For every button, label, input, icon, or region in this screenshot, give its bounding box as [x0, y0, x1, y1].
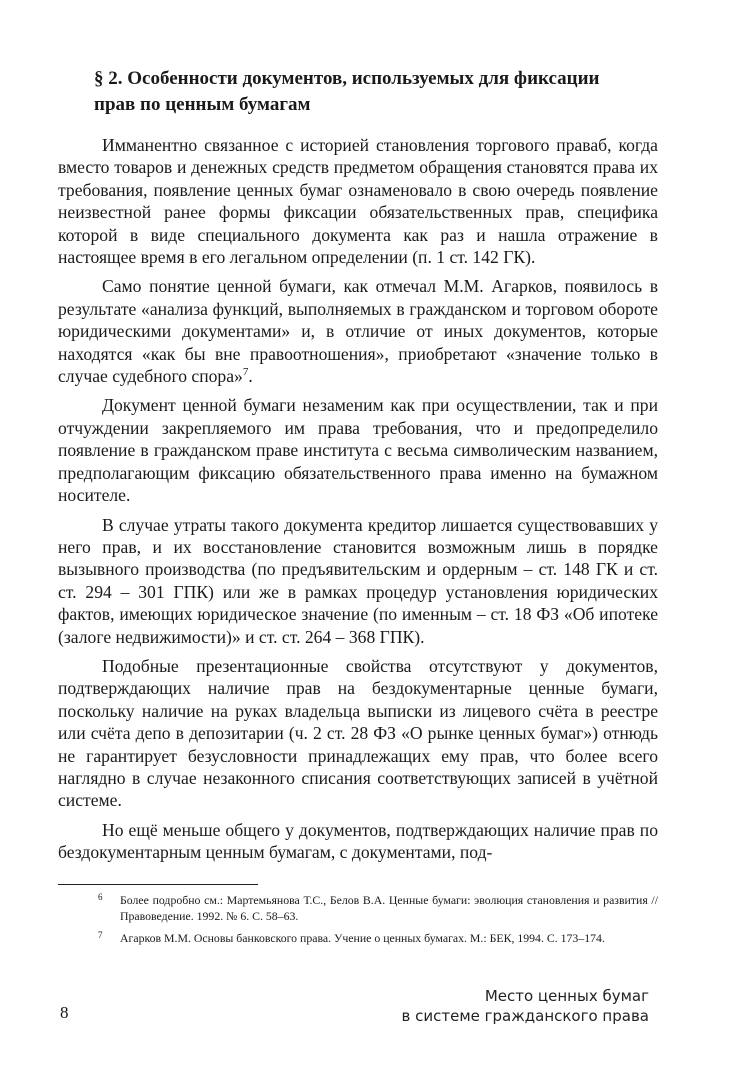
section-heading-line-1: § 2. Особенности документов, используемых для фиксации — [94, 68, 600, 89]
footnote-number: 6 — [98, 892, 103, 902]
footnote-divider — [58, 884, 258, 885]
paragraph-4: В случае утраты такого документа кредитор лишается существовавших у него прав, и их восстановление становится возможным лишь в порядке вызывного производства (по предъявительским и ордерным – ст. 148 ГК и ст. ст. 294 – 301 ГПК) или же в рамках процедур установления юридических фактов, имеющих юридическое значение (по именным – ст. 18 ФЗ «Об ипотеке (залоге недвижимости)» и ст. ст. 264 – 368 ГПК). — [58, 514, 658, 647]
running-footer-line-1: Место ценных бумаг — [484, 987, 649, 1005]
footnote-text: Агарков М.М. Основы банковского права. Учение о ценных бумагах. М.: БЕК, 1994. С. 173–174. — [120, 931, 605, 945]
footnote-ref-7: 7 — [242, 366, 249, 379]
paragraph-2 — [58, 275, 658, 387]
paragraph-2-tail: . — [248, 366, 253, 387]
footnote-text: Более подробно см.: Мартемьянова Т.С., Белов В.А. Ценные бумаги: эволюция становления и развития // Правоведение. 1992. № 6. С. 58–63. — [120, 893, 658, 923]
paragraph-5: Подобные презентационные свойства отсутствуют у документов, подтверждающих наличие прав на бездокументарные ценные бумаги, поскольку наличие на руках владельца выписки из лицевого счёта в реестре или счёта депо в депозитарии (ч. 2 ст. 28 ФЗ «О рынке ценных бумаг») отнюдь не гарантирует безусловности принадлежащих ему прав, что более всего наглядно в случае незаконного списания соответствующих записей в учётной системе. — [58, 655, 658, 811]
page-number: 8 — [60, 1003, 69, 1022]
paragraph-6: Но ещё меньше общего у документов, подтверждающих наличие прав по бездокументарным ценным бумагам, с документами, под- — [58, 819, 658, 863]
footnote-number: 7 — [98, 930, 103, 940]
running-footer-line-2: в системе гражданского права — [401, 1007, 649, 1025]
section-heading — [94, 66, 654, 118]
footnotes — [58, 892, 658, 952]
paragraph-3: Документ ценной бумаги незаменим как при осуществлении, так и при отчуждении закрепляемого им права требования, что и предопределило появление в гражданском праве института с весьма символическим названием, предполагающим фиксацию обязательственного права именно на бумажном носителе. — [58, 395, 658, 506]
running-footer — [402, 986, 649, 1026]
paragraph-1: Имманентно связанное с историей становления торгового праваб, когда вместо товаров и денежных средств предметом обращения становятся права их требования, появление ценных бумаг ознаменовало в свою очередь появление неизвестной ранее формы фиксации обязательственных прав, специфика которой в виде специального документа как раз и нашла отражение в настоящее время в его легальном определении (п. 1 ст. 142 ГК). — [58, 135, 658, 268]
section-heading-line-2: прав по ценным бумагам — [94, 94, 311, 115]
body-text — [58, 134, 658, 871]
paragraph-2-text: Само понятие ценной бумаги, как отмечал М.М. Агарков, появилось в результате «анализа функций, выполняемых в гражданском и торговом обороте юридическими документами» и, в отличие от иных документов, которые находятся «как бы вне правоотношения», приобретают «значение только в случае судебного спора» — [58, 276, 658, 387]
footnote-7 — [58, 930, 658, 946]
footnote-6 — [58, 892, 658, 924]
